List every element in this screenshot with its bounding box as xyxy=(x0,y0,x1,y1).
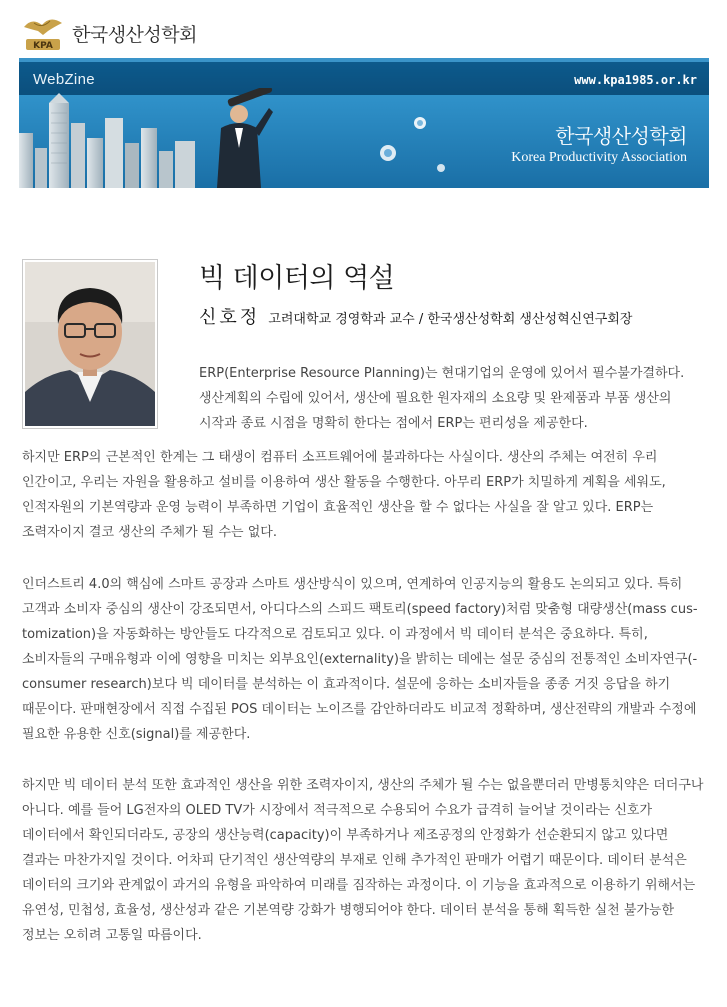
author-affiliation: 고려대학교 경영학과 교수 / 한국생산성학회 생산성혁신연구회장 xyxy=(268,312,633,327)
body-paragraph-2 xyxy=(22,572,712,747)
intro-paragraph xyxy=(199,361,699,436)
eagle-emblem-icon xyxy=(20,13,66,53)
author-photo xyxy=(22,259,158,429)
city-skyline-image xyxy=(19,93,199,188)
banner-org-english: Korea Productivity Association xyxy=(511,150,687,165)
text-line: 유연성, 민첩성, 효율성, 생산성과 같은 기본역량 강화가 병행되어야 한다. 데이터 분석을 통해 획득한 실천 불가능한 xyxy=(22,903,675,918)
body-paragraph-3 xyxy=(22,773,712,948)
body-paragraph-1 xyxy=(22,445,712,545)
sparkle-icon xyxy=(377,142,399,164)
author-name: 신호정 xyxy=(199,307,261,328)
text-line: 생산계획의 수립에 있어서, 생산에 필요한 원자재의 소요량 및 완제품과 부품 생산의 xyxy=(199,391,672,406)
article-title: 빅 데이터의 역설 xyxy=(199,263,395,294)
text-line: 인적자원의 기본역량과 운영 능력이 부족하면 기업이 효율적인 생산을 할 수 없다는 사실을 잘 알고 있다. ERP는 xyxy=(22,500,654,515)
text-line: 시작과 종료 시점을 명확히 한다는 점에서 ERP는 편리성을 제공한다. xyxy=(199,416,588,431)
text-line: 필요한 유용한 신호(signal)를 제공한다. xyxy=(22,727,251,742)
sparkle-icon xyxy=(435,162,447,174)
banner-top-bar xyxy=(19,58,709,95)
text-line: 때문이다. 판매현장에서 직접 수집된 POS 데이터는 노이즈를 감안하더라도 비교적 정확하며, 생산전략의 개발과 수정에 xyxy=(22,702,697,717)
sparkle-icon xyxy=(411,114,429,132)
text-line: 고객과 소비자 중심의 생산이 강조되면서, 아디다스의 스피드 팩토리(speed factory)처럼 맞춤형 대량생산(mass cus- xyxy=(22,602,698,617)
text-line: ERP(Enterprise Resource Planning)는 현대기업의 운영에 있어서 필수불가결하다. xyxy=(199,366,685,381)
text-line: 데이터에서 확인되더라도, 공장의 생산능력(capacity)이 부족하거나 제조공정의 안정화가 선순환되지 않고 있다면 xyxy=(22,828,669,843)
businessman-telescope-image xyxy=(199,88,289,188)
text-line: 데이터의 크기와 관계없이 과거의 유형을 파악하여 미래를 짐작하는 과정이다. 이 기능을 효과적으로 이용하기 위해서는 xyxy=(22,878,696,893)
text-line: 소비자들의 구매유형과 이에 영향을 미치는 외부요인(externality)을 밝히는 데에는 설문 중심의 전통적인 소비자연구(- xyxy=(22,652,698,667)
site-url-link[interactable]: www.kpa1985.or.kr xyxy=(574,73,697,87)
emblem-text: KPA xyxy=(33,41,53,51)
text-line: 하지만 ERP의 근본적인 한계는 그 태생이 컴퓨터 소프트웨어에 불과하다는 사실이다. 생산의 주체는 여전히 우리 xyxy=(22,450,658,465)
text-line: tomization)을 자동화하는 방안들도 다각적으로 검토되고 있다. 이 과정에서 빅 데이터 분석은 중요하다. 특히, xyxy=(22,627,648,642)
text-line: 조력자이지 결코 생산의 주체가 될 수는 없다. xyxy=(22,525,277,540)
banner-org-korean: 한국생산성학회 xyxy=(555,124,687,148)
header-banner xyxy=(19,58,709,188)
text-line: 인간이고, 우리는 자원을 활용하고 설비를 이용하여 생산 활동을 수행한다. 아무리 ERP가 치밀하게 계획을 세워도, xyxy=(22,475,666,490)
text-line: consumer research)보다 빅 데이터를 분석하는 이 효과적이다. 설문에 응하는 소비자들을 종종 거짓 응답을 하기 xyxy=(22,677,671,692)
author-byline xyxy=(199,303,632,329)
site-logo[interactable] xyxy=(20,12,197,54)
logo-text[interactable]: 한국생산성학회 xyxy=(72,23,197,46)
text-line: 정보는 오히려 고통일 따름이다. xyxy=(22,928,202,943)
text-line: 인더스트리 4.0의 핵심에 스마트 공장과 스마트 생산방식이 있으며, 연계하여 인공지능의 활용도 논의되고 있다. 특히 xyxy=(22,577,683,592)
text-line: 하지만 빅 데이터 분석 또한 효과적인 생산을 위한 조력자이지, 생산의 주체가 될 수는 없을뿐더러 만병통치약은 더더구나 xyxy=(22,778,704,793)
webzine-label: WebZine xyxy=(33,71,95,88)
text-line: 아니다. 예를 들어 LG전자의 OLED TV가 시장에서 적극적으로 수용되어 수요가 급격히 늘어날 것이라는 신호가 xyxy=(22,803,653,818)
text-line: 결과는 마찬가지일 것이다. 어차피 단기적인 생산역량의 부재로 인해 추가적인 판매가 어렵기 때문이다. 데이터 분석은 xyxy=(22,853,687,868)
